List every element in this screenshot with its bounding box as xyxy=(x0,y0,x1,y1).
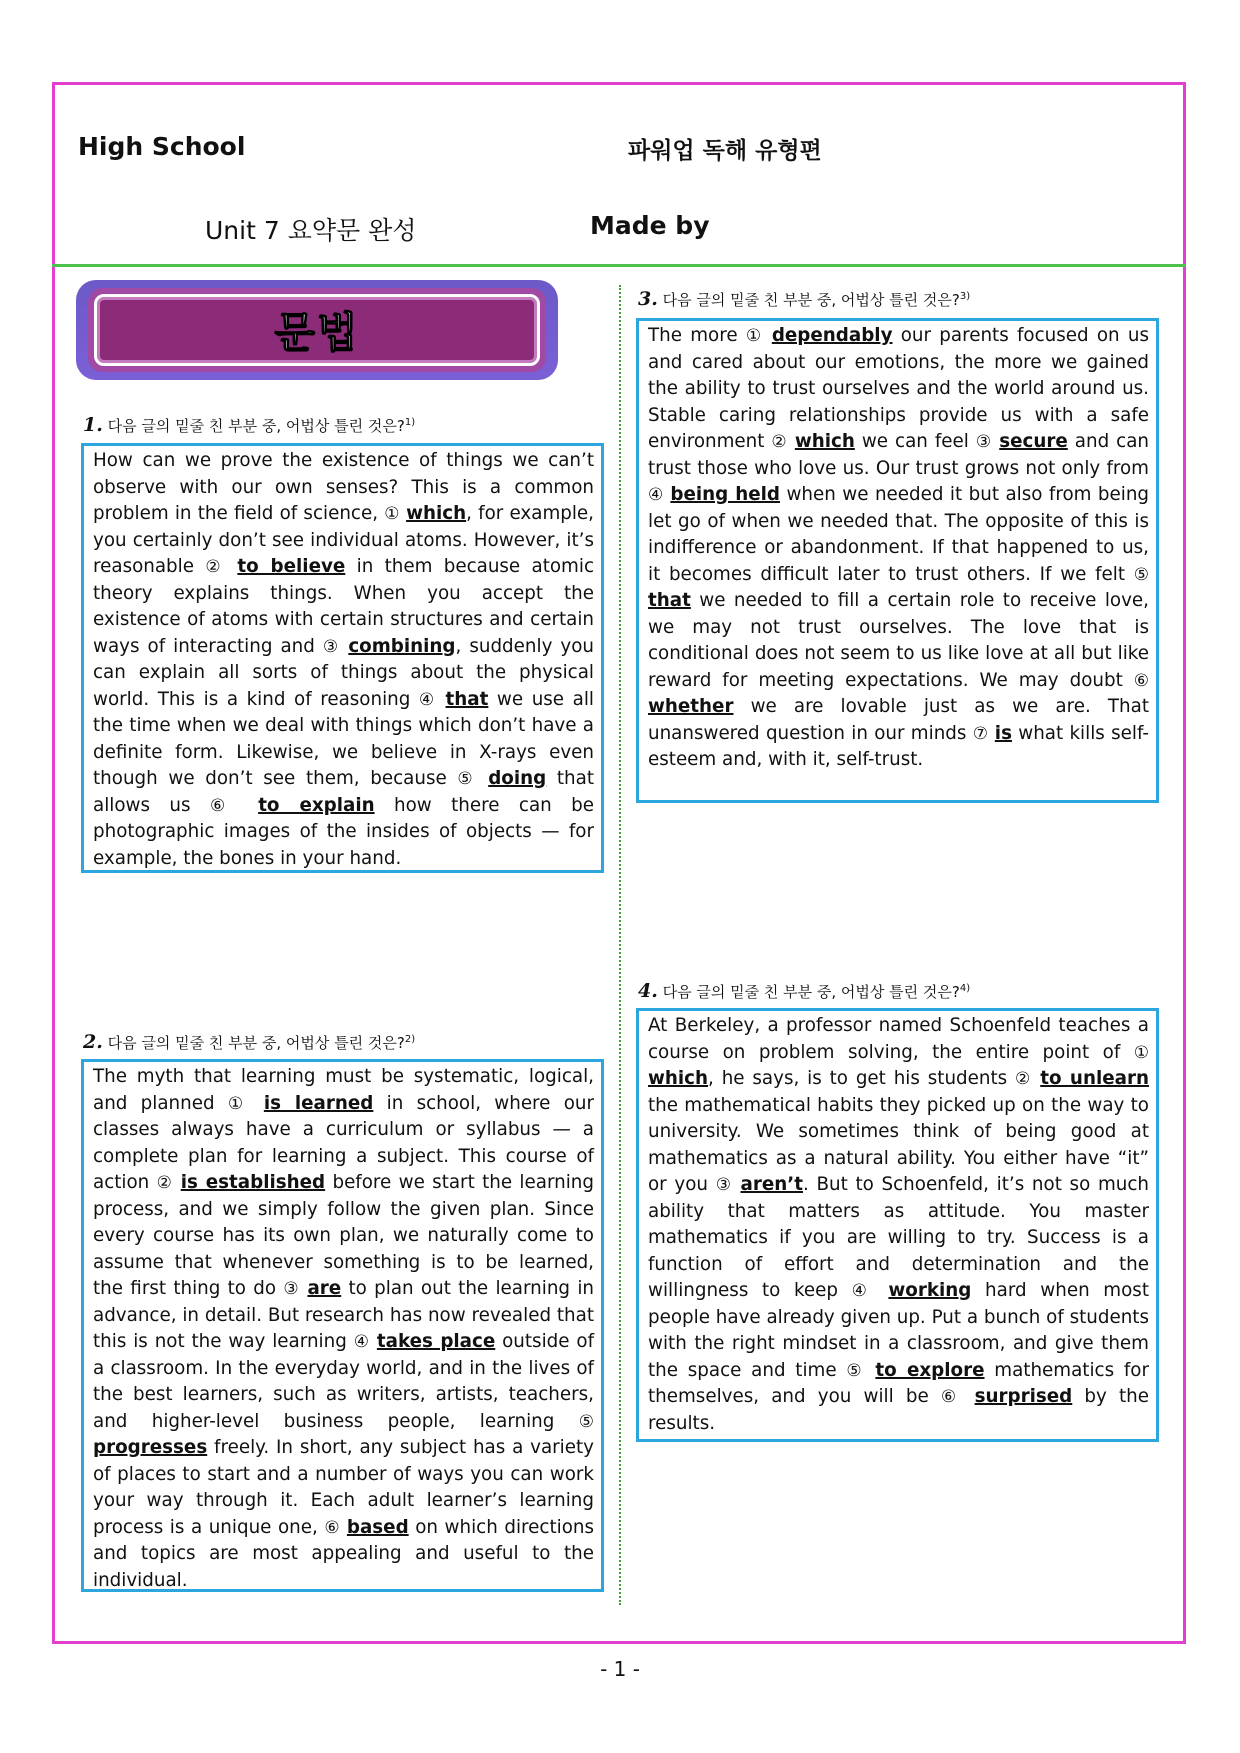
choice-marker: ⑥ xyxy=(1133,670,1149,691)
passage-text xyxy=(733,1174,741,1195)
question-prompt: 다음 글의 밑줄 친 부분 중, 어법상 틀린 것은? xyxy=(107,417,405,435)
question-1-passage xyxy=(81,443,604,873)
passage-text: mathematics for themselves, and you will be xyxy=(648,1359,1150,1407)
underlined-choice: based xyxy=(346,1516,409,1538)
section-banner-title: 문법 xyxy=(274,308,360,357)
underlined-choice: is established xyxy=(180,1172,326,1193)
underlined-choice: surprised xyxy=(974,1386,1073,1407)
header-unit: Unit 7 요약문 완성 xyxy=(205,216,417,245)
choice-marker: ① xyxy=(384,504,400,524)
passage-text xyxy=(239,795,258,816)
passage-text: hard when most people have already given up. Put a bunch of students with the right mindset in a classroom, and give them the space and time xyxy=(648,1280,1149,1381)
passage-text xyxy=(478,768,489,789)
underlined-choice: to explore xyxy=(875,1359,985,1381)
footnote-marker: 2) xyxy=(404,1034,416,1045)
question-3-heading xyxy=(638,288,970,310)
choice-marker: ⑥ xyxy=(324,1517,341,1538)
question-4-heading xyxy=(638,980,970,1002)
passage-text: by the results. xyxy=(648,1386,1149,1434)
question-1-heading xyxy=(83,414,415,436)
passage-text xyxy=(226,556,237,577)
passage-text xyxy=(866,1360,876,1381)
passage-text xyxy=(962,1386,974,1407)
choice-marker: ① xyxy=(1133,1042,1149,1063)
passage-text: we can feel xyxy=(854,431,976,452)
footnote-marker: 3) xyxy=(959,291,971,302)
passage-text: At Berkeley, a professor named Schoenfeld teaches a course on problem solving, the entire point of xyxy=(648,1015,1149,1063)
underlined-choice: to unlearn xyxy=(1040,1068,1149,1089)
choice-marker: ③ xyxy=(715,1175,733,1195)
section-banner xyxy=(76,280,558,380)
passage-text: before we start the learning process, and we simply follow the given plan. Since every course has its own plan, we naturally come to assume that whenever something is to be learned, the first thing to do xyxy=(93,1172,594,1299)
underlined-choice: to explain xyxy=(258,794,375,816)
header-divider xyxy=(52,264,1186,267)
page-number: - 1 - xyxy=(600,1657,640,1681)
choice-marker: ② xyxy=(1015,1069,1033,1089)
underlined-choice: are xyxy=(307,1278,342,1299)
choice-marker: ④ xyxy=(418,689,437,710)
passage-text: , he says, is to get his students xyxy=(708,1068,1016,1089)
underlined-choice: being held xyxy=(670,484,780,505)
question-prompt: 다음 글의 밑줄 친 부분 중, 어법상 틀린 것은? xyxy=(107,1034,405,1052)
footnote-marker: 4) xyxy=(959,983,971,994)
header-book-title: 파워업 독해 유형편 xyxy=(628,138,822,164)
question-3-passage xyxy=(636,318,1159,803)
choice-marker: ③ xyxy=(975,432,993,452)
question-number: 1. xyxy=(83,414,103,436)
underlined-choice: which xyxy=(794,431,855,452)
passage-text: , for example, you certainly don’t see individual atoms. However, it’s reasonable xyxy=(93,503,594,577)
passage-text: our parents focused on us and cared about our emotions, the more we gained the ability to trust ourselves and the world around us. Stable caring relationships provide us with a safe environment xyxy=(648,325,1150,452)
choice-marker: ③ xyxy=(283,1279,301,1299)
passage-text xyxy=(764,325,772,346)
passage-text: on which directions and topics are most appealing and useful to the individual. xyxy=(93,1516,594,1591)
passage-text: . But to Schoenfeld, it’s not so much ability that matters as attitude. You master mathematics if you are willing to try. Success is a function of effort and determination and the willingness to keep xyxy=(648,1174,1149,1301)
footnote-marker: 1) xyxy=(404,417,416,428)
choice-marker: ④ xyxy=(353,1332,370,1352)
underlined-choice: that xyxy=(648,590,691,611)
passage-text: what kills self-esteem and, with it, self-trust. xyxy=(648,722,1150,770)
passage-text: , suddenly you can explain all sorts of things about the physical world. This is a kind of reasoning xyxy=(93,635,594,710)
choice-marker: ⑤ xyxy=(578,1411,594,1432)
question-prompt: 다음 글의 밑줄 친 부분 중, 어법상 틀린 것은? xyxy=(662,291,960,309)
choice-marker: ② xyxy=(156,1173,174,1193)
choice-marker: ③ xyxy=(322,636,341,657)
underlined-choice: which xyxy=(406,503,467,524)
passage-text: freely. In short, any subject has a variety of places to start and a number of ways you can work your way through it. Each adult learner’s learning process is a unique one, xyxy=(93,1437,594,1538)
underlined-choice: is xyxy=(994,722,1012,744)
choice-marker: ⑦ xyxy=(972,723,989,744)
passage-text xyxy=(437,689,446,710)
underlined-choice: to believe xyxy=(237,556,346,577)
question-number: 2. xyxy=(83,1031,103,1053)
passage-text: that allows us xyxy=(93,768,594,816)
passage-text: in them because atomic theory explains things. When you accept the existence of atoms with certain structures and certain ways of interacting and xyxy=(93,556,594,657)
passage-text: to plan out the learning in advance, in detail. But research has now revealed that this is not the way learning xyxy=(93,1278,595,1352)
choice-marker: ⑥ xyxy=(940,1387,963,1407)
passage-text: in school, where our classes always have a curriculum or syllabus — a complete plan for learning a subject. This course of action xyxy=(93,1092,594,1193)
header-made-by: Made by xyxy=(590,211,710,240)
question-prompt: 다음 글의 밑줄 친 부분 중, 어법상 틀린 것은? xyxy=(662,983,960,1001)
underlined-choice: which xyxy=(648,1068,709,1089)
question-4-passage xyxy=(636,1008,1159,1442)
underlined-choice: doing xyxy=(488,768,547,789)
passage-text: we are lovable just as we are. That unanswered question in our minds xyxy=(648,696,1149,744)
passage-text: how there can be photographic images of the insides of objects — for example, the bones in your hand. xyxy=(93,794,594,869)
passage-text: when we needed it but also from being let go of when we needed that. The opposite of this is indifference or abandonment. If that happened to us, it becomes difficult later to trust others. If we felt xyxy=(648,484,1150,585)
question-number: 3. xyxy=(638,288,658,310)
passage-text: outside of a classroom. In the everyday world, and in the lives of the best learners, such as writers, artists, teachers, and higher-level business people, learning xyxy=(93,1331,595,1432)
choice-marker: ② xyxy=(205,557,227,577)
choice-marker: ② xyxy=(771,432,788,452)
passage-text xyxy=(251,1093,264,1114)
passage-text xyxy=(788,431,795,452)
choice-marker: ④ xyxy=(851,1281,875,1301)
passage-text: The myth that learning must be systematic, logical, and planned xyxy=(93,1066,594,1114)
passage-text: the mathematical habits they picked up on the way to university. We sometimes think of being good at mathematics as a natural ability. You either have “it” or you xyxy=(648,1094,1149,1195)
underlined-choice: working xyxy=(888,1280,972,1301)
underlined-choice: whether xyxy=(648,696,734,717)
underlined-choice: combining xyxy=(348,635,456,657)
underlined-choice: that xyxy=(445,688,489,710)
passage-text: we use all the time when we deal with things which don’t have a definite form. Likewise, we believe in X-rays even though we don’t see them, because xyxy=(93,688,594,789)
underlined-choice: takes place xyxy=(376,1331,496,1352)
question-number: 4. xyxy=(638,980,658,1002)
passage-text: we needed to fill a certain role to receive love, we may not trust ourselves. The love that is conditional does not seem to us like love at all but like reward for meeting expectations. We may doubt xyxy=(648,590,1149,691)
underlined-choice: secure xyxy=(999,431,1068,452)
passage-text xyxy=(875,1280,889,1301)
underlined-choice: aren’t xyxy=(740,1174,803,1195)
underlined-choice: is learned xyxy=(263,1092,374,1114)
passage-text xyxy=(370,1331,377,1352)
header-school: High School xyxy=(78,132,246,161)
underlined-choice: dependably xyxy=(771,325,893,346)
choice-marker: ⑥ xyxy=(209,795,239,816)
underlined-choice: progresses xyxy=(93,1437,208,1458)
question-2-passage xyxy=(81,1059,604,1592)
choice-marker: ⑤ xyxy=(1133,564,1149,585)
choice-marker: ④ xyxy=(648,485,664,505)
passage-text: The more xyxy=(648,325,746,346)
choice-marker: ① xyxy=(227,1093,251,1114)
question-2-heading xyxy=(83,1031,415,1053)
column-divider xyxy=(619,285,621,1605)
passage-text xyxy=(173,1172,180,1193)
passage-text: How can we prove the existence of things we can’t observe with our own senses? This is a common problem in the field of science, xyxy=(93,450,594,524)
choice-marker: ⑤ xyxy=(846,1360,866,1381)
passage-text: and can trust those who love us. Our trust grows not only from xyxy=(648,431,1149,479)
choice-marker: ⑤ xyxy=(457,769,478,789)
choice-marker: ① xyxy=(745,326,764,346)
